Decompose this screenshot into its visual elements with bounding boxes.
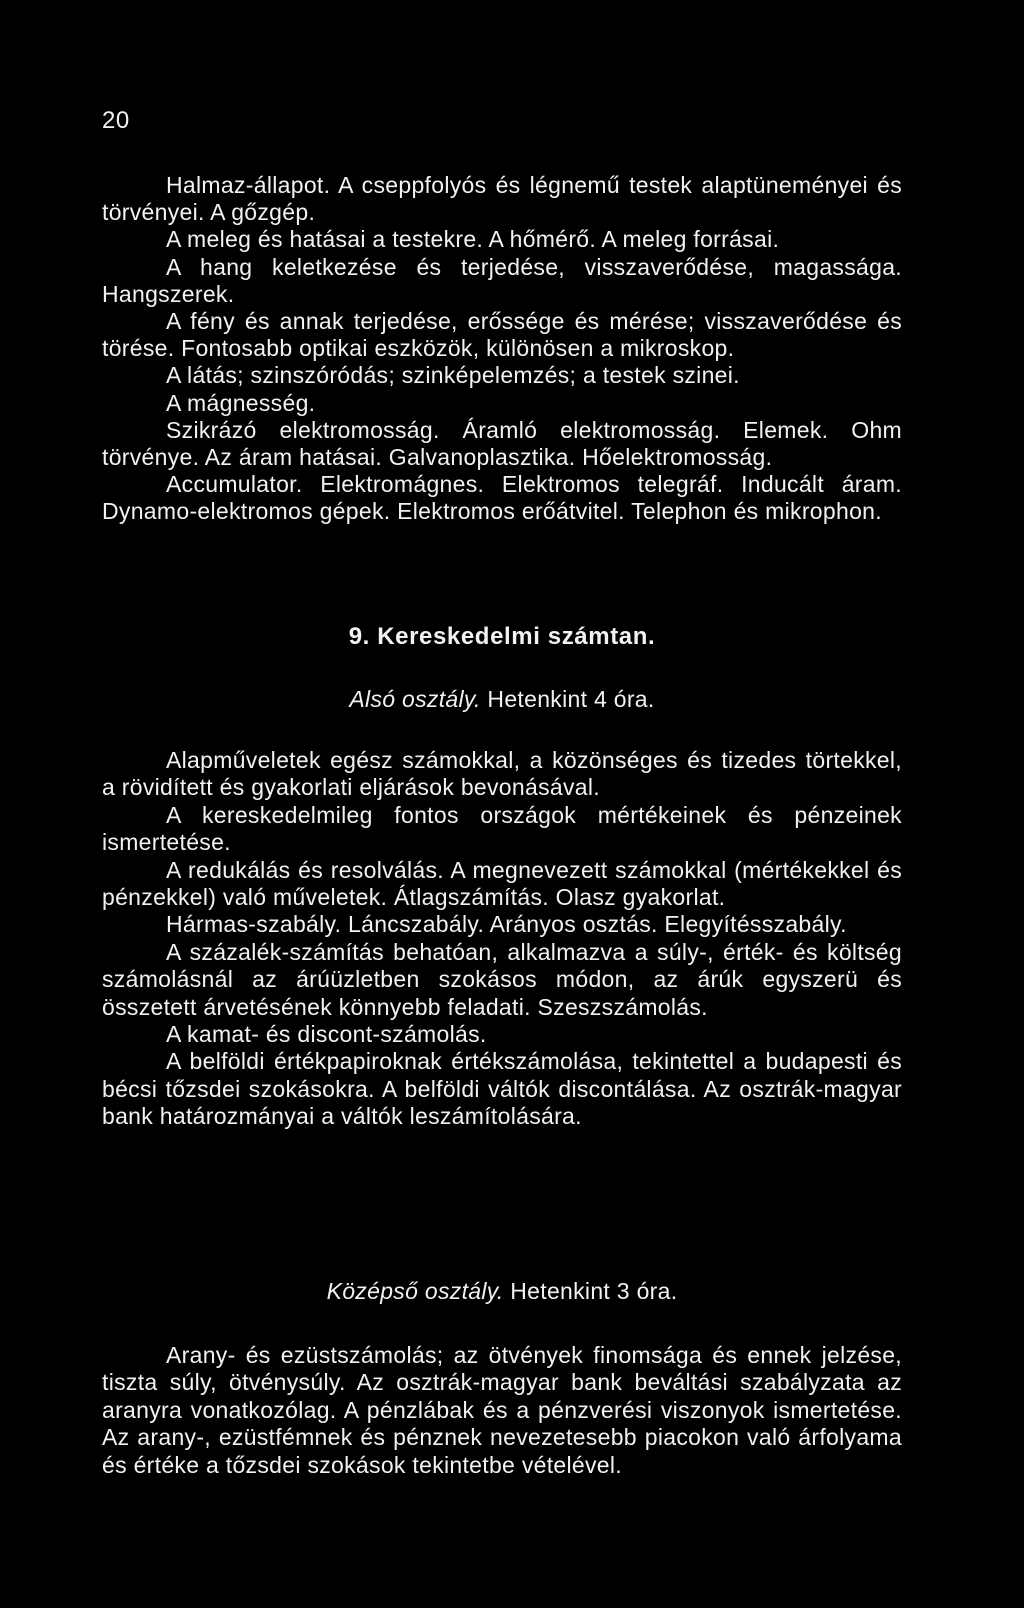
class-hours: Hetenkint 3 óra.: [510, 1278, 678, 1304]
paragraph: Szikrázó elektromosság. Áramló elektromosság. Elemek. Ohm törvénye. Az áram hatásai. Galvanoplasztika. Hőelektromosság.: [102, 416, 902, 471]
class-name: Középső osztály.: [326, 1278, 504, 1304]
paragraph: A kereskedelmileg fontos országok mértékeinek és pénzeinek ismertetése.: [102, 801, 902, 856]
book-page: [102, 0, 902, 1608]
paragraph: A mágnesség.: [166, 389, 316, 416]
paragraph: Accumulator. Elektromágnes. Elektromos telegráf. Inducált áram. Dynamo-elektromos gépek. Elektromos erőátvitel. Telephon és mikrophon.: [102, 471, 902, 525]
paragraph: A hang keletkezése és terjedése, visszaverődése, magassága. Hangszerek.: [102, 253, 902, 307]
paragraph: A kamat- és discont-számolás.: [166, 1021, 487, 1048]
class-hours: Hetenkint 4 óra.: [487, 686, 655, 712]
paragraph: A meleg és hatásai a testekre. A hőmérő. A meleg forrásai.: [166, 226, 780, 253]
paragraph: A belföldi értékpapiroknak értékszámolása, tekintettel a budapesti és bécsi tőzsdei szokásokra. A belföldi váltók discontálása. Az osztrák-magyar bank határozmányai a váltók leszámítolására.: [102, 1048, 902, 1130]
middle-class-heading: [102, 1276, 902, 1306]
paragraph: Arany- és ezüstszámolás; az ötvények finomsága és ennek jelzése, tiszta súly, ötvénysúly. Az osztrák-magyar bank beváltási szabályzata az aranyra vonatkozólag. A pénzlábak és a pénzverési viszonyok ismertetése. Az arany-, ezüstfémnek és pénznek nevezetesebb piacokon való árfolyama és értéke a tőzsdei szokások tekintetbe vételével.: [102, 1342, 902, 1478]
physics-topics: [102, 172, 902, 526]
lower-class-heading: [102, 684, 902, 714]
page-number: 20: [102, 107, 130, 134]
section-heading: 9. Kereskedelmi számtan.: [348, 623, 656, 650]
middle-class-syllabus: [102, 1342, 902, 1479]
paragraph: A redukálás és resolválás. A megnevezett számokkal (mértékekkel és pénzekkel) való műveletek. Átlagszámítás. Olasz gyakorlat.: [102, 856, 902, 911]
lower-class-syllabus: [102, 747, 902, 1131]
paragraph: A látás; szinszóródás; szinképelemzés; a testek szinei.: [166, 362, 740, 389]
class-name: Alsó osztály.: [349, 686, 481, 712]
paragraph: Halmaz-állapot. A cseppfolyós és légnemű testek alaptüneményei és törvényei. A gőzgép.: [102, 172, 902, 226]
paragraph: A százalék-számítás behatóan, alkalmazva a súly-, érték- és költség számolásnál az árúüzletben szokásos módon, az árúk egyszerü és összetett árvetésének könnyebb feladati. Szeszszámolás.: [102, 938, 902, 1020]
paragraph: Hármas-szabály. Láncszabály. Arányos osztás. Elegyítésszabály.: [166, 911, 847, 938]
paragraph: Alapműveletek egész számokkal, a közönséges és tizedes törtekkel, a rövidített és gyakorlati eljárások bevonásával.: [102, 747, 902, 801]
paragraph: A fény és annak terjedése, erőssége és mérése; visszaverődése és törése. Fontosabb optikai eszközök, különösen a mikroskop.: [102, 308, 902, 362]
